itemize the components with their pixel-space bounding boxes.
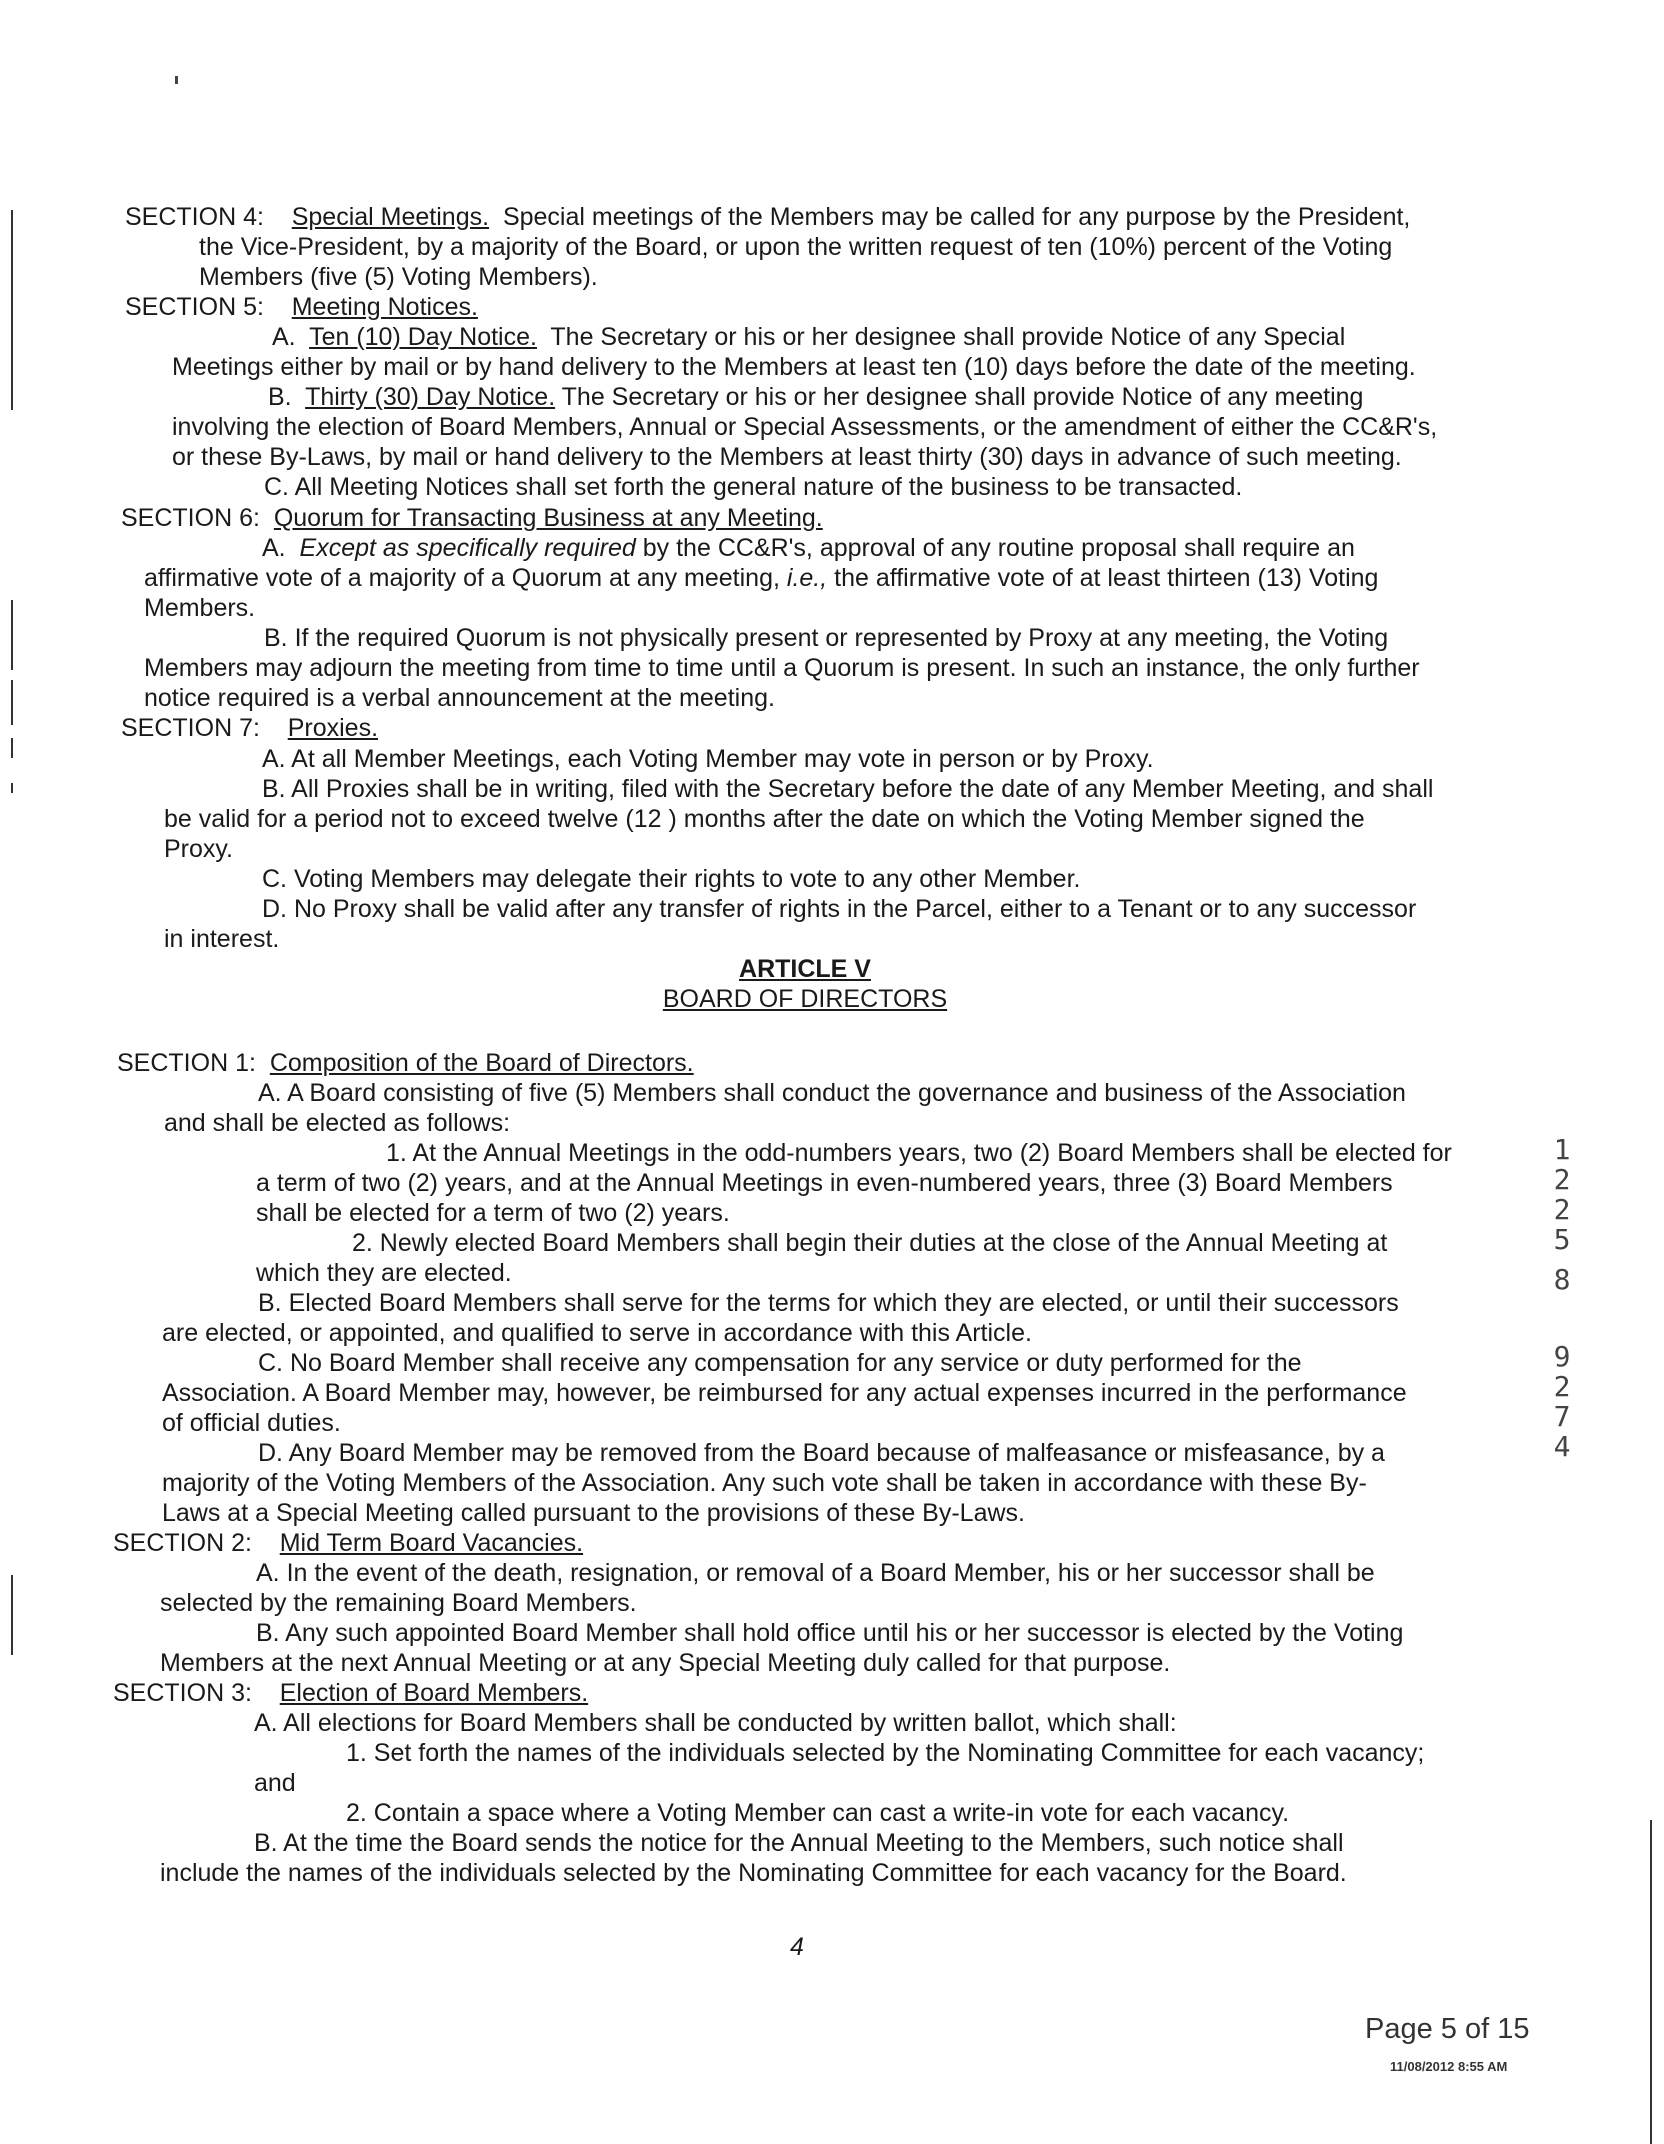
side-number-digit: 7 bbox=[1553, 1400, 1571, 1433]
section-heading: SECTION 3: bbox=[113, 1679, 252, 1707]
text-line: 1. At the Annual Meetings in the odd-numbers years, two (2) Board Members shall be elected for bbox=[386, 1139, 1452, 1167]
margin-bar bbox=[11, 600, 13, 670]
text-line: Proxy. bbox=[164, 835, 233, 863]
emphasis: i.e., bbox=[786, 564, 828, 592]
margin-bar bbox=[11, 210, 13, 410]
sec6-a-line2 bbox=[144, 563, 1378, 594]
text-line: A. A Board consisting of five (5) Members shall conduct the governance and business of the Association bbox=[258, 1079, 1406, 1107]
text-line: 2. Contain a space where a Voting Member can cast a write-in vote for each vacancy. bbox=[346, 1799, 1290, 1827]
text-line: majority of the Voting Members of the Association. Any such vote shall be taken in accordance with these By- bbox=[162, 1469, 1367, 1497]
side-number-digit: 5 bbox=[1553, 1223, 1571, 1256]
section-title: Quorum for Transacting Business at any Meeting. bbox=[273, 504, 823, 532]
text: The Secretary or his or her designee shall provide Notice of any Special bbox=[550, 323, 1346, 351]
text-line: D. Any Board Member may be removed from the Board because of malfeasance or misfeasance, by a bbox=[258, 1439, 1385, 1467]
item-marker: A. bbox=[262, 534, 286, 562]
text-line: C. Voting Members may delegate their rights to vote to any other Member. bbox=[262, 865, 1081, 893]
section-heading: SECTION 5: bbox=[125, 293, 264, 321]
section-title: Mid Term Board Vacancies. bbox=[279, 1529, 584, 1557]
text-line: Members may adjourn the meeting from time to time until a Quorum is present. In such an instance, the only further bbox=[144, 654, 1420, 682]
text-line: Association. A Board Member may, however, be reimbursed for any actual expenses incurred in the performance bbox=[162, 1379, 1407, 1407]
text-line: Members. bbox=[144, 594, 256, 622]
sec5-heading bbox=[125, 292, 478, 323]
sec6-heading bbox=[121, 503, 823, 534]
text-line: selected by the remaining Board Members. bbox=[160, 1589, 637, 1617]
text-line: notice required is a verbal announcement at the meeting. bbox=[144, 684, 775, 712]
item-title: Ten (10) Day Notice. bbox=[309, 323, 537, 351]
text-line: and bbox=[254, 1769, 296, 1797]
margin-bar bbox=[11, 738, 13, 758]
item-marker: B. bbox=[268, 383, 292, 411]
text-line: 2. Newly elected Board Members shall begin their duties at the close of the Annual Meeting at bbox=[352, 1229, 1388, 1257]
text-line: Members at the next Annual Meeting or at any Special Meeting duly called for that purpose. bbox=[160, 1649, 1171, 1677]
margin-bar bbox=[11, 680, 13, 725]
text-line: involving the election of Board Members, Annual or Special Assessments, or the amendment of either the CC&R's, bbox=[172, 413, 1438, 441]
text: by the CC&R's, approval of any routine proposal shall require an bbox=[642, 534, 1355, 562]
text-line: B. All Proxies shall be in writing, filed with the Secretary before the date of any Member Meeting, and shall bbox=[262, 775, 1434, 803]
section-title: Special Meetings. bbox=[291, 203, 490, 231]
sec4-line1 bbox=[125, 202, 1410, 233]
text-line: or these By-Laws, by mail or hand delivery to the Members at least thirty (30) days in advance of such meeting. bbox=[172, 443, 1402, 471]
text-line: in interest. bbox=[164, 925, 280, 953]
text-line: B. Any such appointed Board Member shall hold office until his or her successor is elected by the Voting bbox=[256, 1619, 1404, 1647]
text-line: shall be elected for a term of two (2) years. bbox=[256, 1199, 730, 1227]
text-line: Laws at a Special Meeting called pursuant to the provisions of these By-Laws. bbox=[162, 1499, 1025, 1527]
section-heading: SECTION 4: bbox=[125, 203, 264, 231]
section-heading: SECTION 2: bbox=[113, 1529, 252, 1557]
text-line: Members (five (5) Voting Members). bbox=[199, 263, 598, 291]
text-line: of official duties. bbox=[162, 1409, 341, 1437]
text-line: a term of two (2) years, and at the Annual Meetings in even-numbered years, three (3) Board Members bbox=[256, 1169, 1393, 1197]
text: Special meetings of the Members may be called for any purpose by the President, bbox=[502, 203, 1411, 231]
text-line: D. No Proxy shall be valid after any transfer of rights in the Parcel, either to a Tenant or to any successor bbox=[262, 895, 1417, 923]
text-line: A. All elections for Board Members shall be conducted by written ballot, which shall: bbox=[254, 1709, 1177, 1737]
text: The Secretary or his or her designee shall provide Notice of any meeting bbox=[561, 383, 1364, 411]
text-line: are elected, or appointed, and qualified to serve in accordance with this Article. bbox=[162, 1319, 1032, 1347]
text-line: the Vice-President, by a majority of the Board, or upon the written request of ten (10%) percent of the Voting bbox=[199, 233, 1393, 261]
text-line: include the names of the individuals selected by the Nominating Committee for each vacancy for the Board. bbox=[160, 1859, 1347, 1887]
text-line: B. Elected Board Members shall serve for the terms for which they are elected, or until their successors bbox=[258, 1289, 1399, 1317]
section-title: Proxies. bbox=[287, 714, 379, 742]
section-heading: SECTION 7: bbox=[121, 714, 260, 742]
emphasis: Except as specifically required bbox=[299, 534, 636, 562]
text: the affirmative vote of at least thirteen (13) Voting bbox=[834, 564, 1379, 592]
text: affirmative vote of a majority of a Quorum at any meeting, bbox=[144, 564, 780, 592]
page-number: 4 bbox=[790, 1933, 804, 1961]
item-marker: A. bbox=[272, 323, 296, 351]
a5s2-heading bbox=[113, 1528, 583, 1559]
section-title: Election of Board Members. bbox=[279, 1679, 589, 1707]
print-timestamp: 11/08/2012 8:55 AM bbox=[1390, 2059, 1508, 2074]
side-number-digit: 1 bbox=[1553, 1133, 1571, 1166]
margin-bar bbox=[11, 783, 13, 793]
scan-mark bbox=[175, 76, 178, 84]
text-line: which they are elected. bbox=[256, 1259, 512, 1287]
sec5-b-line1 bbox=[268, 382, 1363, 413]
text-line: 1. Set forth the names of the individuals selected by the Nominating Committee for each vacancy; bbox=[346, 1739, 1425, 1767]
section-title: Composition of the Board of Directors. bbox=[269, 1049, 694, 1077]
side-number-digit: 4 bbox=[1553, 1430, 1571, 1463]
section-heading: SECTION 6: bbox=[121, 504, 260, 532]
side-number-digit: 8 bbox=[1553, 1263, 1571, 1296]
text-line: Meetings either by mail or by hand delivery to the Members at least ten (10) days before the date of the meeting. bbox=[172, 353, 1416, 381]
text-line: and shall be elected as follows: bbox=[164, 1109, 511, 1137]
sec7-heading bbox=[121, 713, 378, 744]
page-of-total: Page 5 of 15 bbox=[1365, 2013, 1530, 2045]
text-line: B. If the required Quorum is not physically present or represented by Proxy at any meeting, the Voting bbox=[264, 624, 1389, 652]
article-title: BOARD OF DIRECTORS bbox=[662, 985, 948, 1013]
sec5-a-line1 bbox=[272, 322, 1345, 353]
margin-bar bbox=[11, 1575, 13, 1655]
text-line: B. At the time the Board sends the notice for the Annual Meeting to the Members, such notice shall bbox=[254, 1829, 1344, 1857]
article-number: ARTICLE V bbox=[739, 955, 871, 983]
text-line: A. In the event of the death, resignation, or removal of a Board Member, his or her successor shall be bbox=[256, 1559, 1375, 1587]
a5s3-heading bbox=[113, 1678, 588, 1709]
side-number-digit: 2 bbox=[1553, 1370, 1571, 1403]
sec6-a-line1 bbox=[262, 533, 1355, 564]
margin-bar bbox=[1650, 1820, 1652, 2144]
item-title: Thirty (30) Day Notice. bbox=[305, 383, 556, 411]
text-line: be valid for a period not to exceed twelve (12 ) months after the date on which the Voting Member signed the bbox=[164, 805, 1365, 833]
section-title: Meeting Notices. bbox=[291, 293, 478, 321]
section-heading: SECTION 1: bbox=[117, 1049, 256, 1077]
side-number-digit: 9 bbox=[1553, 1340, 1571, 1373]
side-number-digit: 2 bbox=[1553, 1163, 1571, 1196]
a5s1-heading bbox=[117, 1048, 694, 1079]
text-line: C. No Board Member shall receive any compensation for any service or duty performed for the bbox=[258, 1349, 1302, 1377]
side-number-digit: 2 bbox=[1553, 1193, 1571, 1226]
text-line: A. At all Member Meetings, each Voting Member may vote in person or by Proxy. bbox=[262, 745, 1154, 773]
text-line: C. All Meeting Notices shall set forth the general nature of the business to be transacted. bbox=[264, 473, 1243, 501]
